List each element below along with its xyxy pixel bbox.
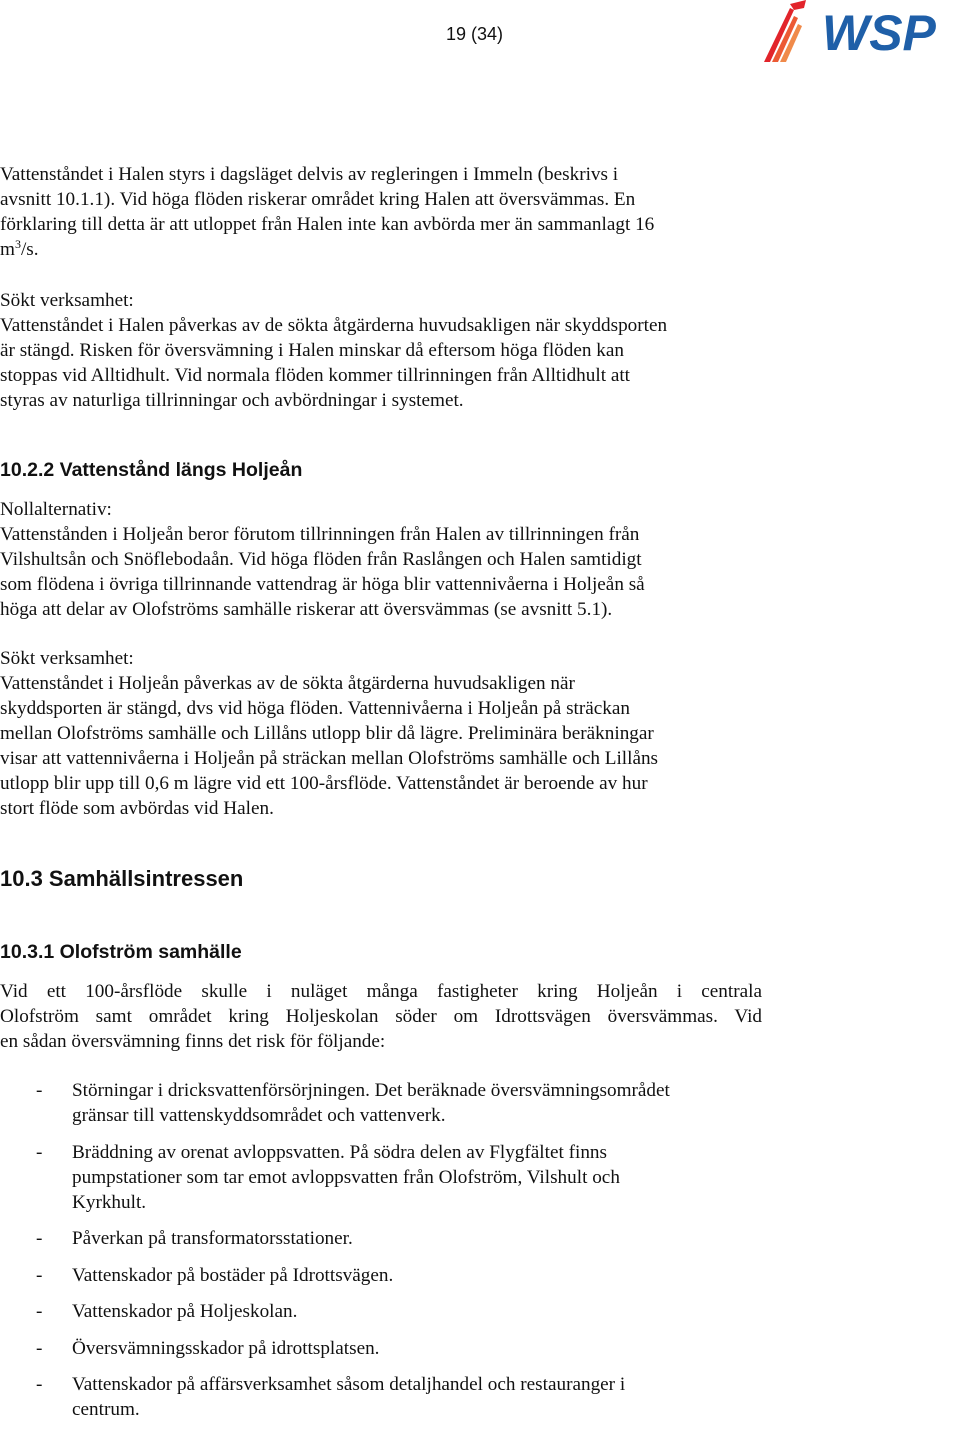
text-line: Översvämningsskador på idrottsplatsen. [72, 1337, 380, 1359]
text-line: skyddsporten är stängd, dvs vid höga flöden. Vattennivåerna i Holjeån på sträckan [0, 698, 631, 719]
olofstrom-paragraph [0, 979, 762, 1054]
text-line: Vattenståndet i Holjeån påverkas av de sökta åtgärderna huvudsakligen när [0, 673, 575, 694]
text-line: Störningar i dricksvattenförsörjningen. Det beräknade översvämningsområdet [72, 1080, 670, 1101]
text-line: stoppas vid Alltidhult. Vid normala flöden kommer tillrinningen från Alltidhult att [0, 365, 631, 386]
unit-base: m [0, 239, 15, 260]
text-line: gränsar till vattenskyddsområdet och vattenverk. [72, 1105, 446, 1126]
text-line: som flödena i övriga tillrinnande vattendrag är höga blir vattennivåerna i Holjeån så [0, 574, 645, 595]
section-heading-10-2-2: 10.2.2 Vattenstånd längs Holjeån [0, 459, 303, 481]
list-item [0, 1299, 670, 1324]
wsp-logo [760, 0, 960, 66]
text-line: förklaring till detta är att utloppet från Halen inte kan avbörda mer än sammanlagt 16 [0, 214, 655, 235]
list-dash: - [36, 1080, 43, 1101]
text-line: höga att delar av Olofströms samhälle riskerar att översvämmas (se avsnitt 5.1). [0, 599, 613, 620]
list-item [0, 1372, 670, 1422]
text-line: utlopp blir upp till 0,6 m lägre vid ett 100-årsflöde. Vattenståndet är beroende av hur [0, 773, 648, 794]
text-line: centrum. [72, 1399, 140, 1420]
text-line: är stängd. Risken för översvämning i Halen minskar då eftersom höga flöden kan [0, 340, 624, 361]
intro-paragraph [0, 162, 654, 262]
text-line: Vattenståndet i Halen styrs i dagsläget delvis av regleringen i Immeln (beskrivs i [0, 164, 619, 185]
text-line: Vattenskador på bostäder på Idrottsvägen. [72, 1264, 394, 1286]
list-dash: - [36, 1337, 43, 1359]
text-line: mellan Olofströms samhälle och Lillåns utlopp blir då lägre. Preliminära beräkningar [0, 723, 654, 744]
text-line: styras av naturliga tillrinningar och avbördningar i systemet. [0, 390, 464, 411]
section-heading-10-3-1: 10.3.1 Olofström samhälle [0, 941, 242, 963]
list-dash: - [36, 1264, 43, 1286]
text-line: visar att vattennivåerna i Holjeån på sträckan mellan Olofströms samhälle och Lillåns [0, 748, 659, 769]
text-line: Olofström samt området kring Holjeskolan söder om Idrottsvägen översvämmas. Vid [0, 1006, 762, 1027]
text-line: Vattenskador på affärsverksamhet såsom detaljhandel och restauranger i [72, 1374, 626, 1395]
sokt-label: Sökt verksamhet: [0, 290, 134, 311]
list-item [0, 1078, 670, 1128]
halen-sokt-paragraph [0, 288, 667, 413]
list-item [0, 1263, 670, 1288]
list-item [0, 1336, 670, 1361]
text-line: avsnitt 10.1.1). Vid höga flöden riskerar området kring Halen att översvämmas. En [0, 189, 636, 210]
unit-line [0, 237, 654, 262]
list-item [0, 1226, 670, 1251]
text-line: Vid ett 100-årsflöde skulle i nuläget många fastigheter kring Holjeån i centrala [0, 981, 762, 1002]
unit-superscript: 3 [14, 237, 21, 251]
nollalternativ-paragraph [0, 497, 645, 622]
risk-list [0, 1078, 670, 1434]
list-dash: - [36, 1141, 43, 1163]
sokt-label: Sökt verksamhet: [0, 648, 134, 669]
list-dash: - [36, 1228, 43, 1249]
text-line: Bräddning av orenat avloppsvatten. På södra delen av Flygfältet finns [72, 1141, 607, 1163]
text-line: Påverkan på transformatorsstationer. [72, 1228, 353, 1249]
text-line: pumpstationer som tar emot avloppsvatten från Olofström, Vilshult och [72, 1166, 620, 1188]
list-item [0, 1140, 670, 1215]
text-line: Vilshultsån och Snöflebodaån. Vid höga flöden från Raslången och Halen samtidigt [0, 549, 642, 570]
holjean-sokt-paragraph [0, 646, 658, 821]
text-line: stort flöde som avbördas vid Halen. [0, 798, 274, 819]
nollalternativ-label: Nollalternativ: [0, 499, 112, 520]
list-dash: - [36, 1374, 43, 1395]
text-line: Vattenstånden i Holjeån beror förutom tillrinningen från Halen av tillrinningen från [0, 524, 640, 545]
page-number: 19 (34) [446, 24, 504, 44]
list-dash: - [36, 1301, 43, 1322]
text-line: Kyrkhult. [72, 1191, 147, 1213]
text-line: Vattenståndet i Halen påverkas av de sökta åtgärderna huvudsakligen när skyddsporten [0, 315, 668, 336]
section-heading-10-3: 10.3 Samhällsintressen [0, 866, 244, 891]
text-line: Vattenskador på Holjeskolan. [72, 1301, 298, 1322]
wsp-logo-mark [764, 0, 806, 62]
text-line: en sådan översvämning finns det risk för följande: [0, 1031, 386, 1052]
unit-rest: /s. [20, 239, 39, 260]
wsp-logo-text: WSP [822, 5, 936, 61]
